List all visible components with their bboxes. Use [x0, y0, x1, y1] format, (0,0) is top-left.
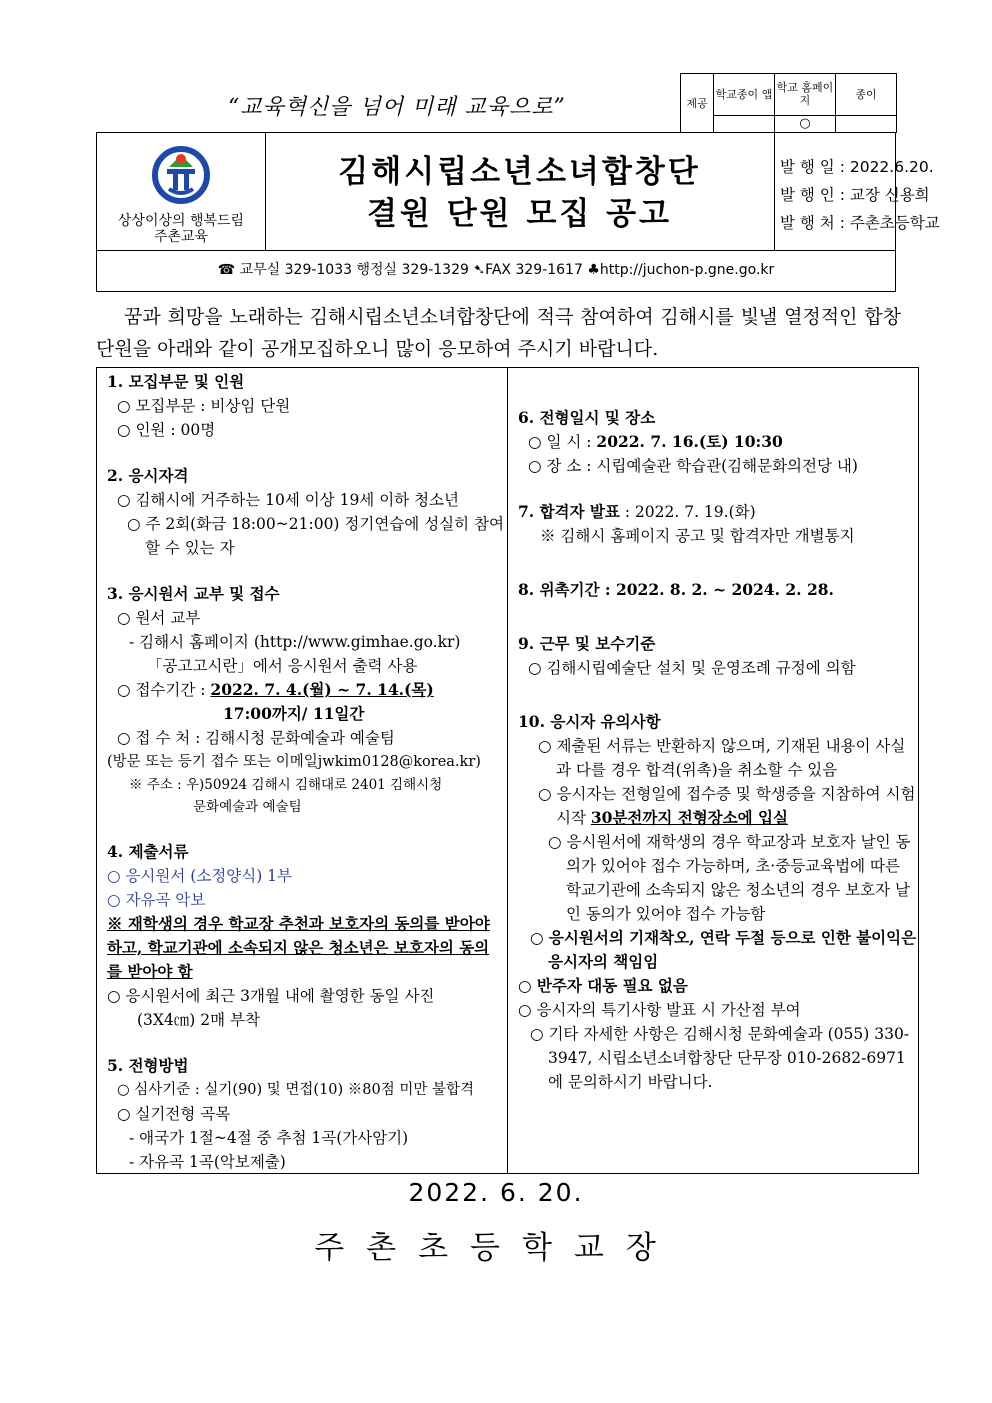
s7-notice: ※ 김해시 홈페이지 공고 및 합격자만 개별통지	[540, 527, 855, 545]
s4-photo: ○ 응시원서에 최근 3개월 내에 촬영한 동일 사진	[107, 987, 435, 1005]
s3-homepage: - 김해시 홈페이지 (http://www.gimhae.go.kr)	[129, 633, 461, 651]
distribution-mark-paper	[836, 115, 897, 132]
publisher: 발 행 처 : 주촌초등학교	[780, 214, 940, 232]
slogan: “교육혁신을 넘어 미래 교육으로”	[228, 95, 566, 120]
contact-line: ☎ 교무실 329-1033 행정실 329-1329 ➷FAX 329-1617 ♣http://juchon-p.gne.go.kr	[97, 250, 895, 291]
distribution-col-homepage: 학교 홈페이지	[775, 74, 836, 116]
s5-anthem: - 애국가 1절~4절 중 추첨 1곡(가사암기)	[129, 1129, 409, 1147]
school-logo-icon	[151, 145, 211, 205]
s5-free-piece: - 자유곡 1곡(악보제출)	[129, 1153, 286, 1171]
s7-date: : 2022. 7. 19.(화)	[619, 503, 756, 521]
distribution-col-paper: 종이	[836, 74, 897, 116]
details-table	[96, 367, 919, 1174]
s10-documents: ○ 제출된 서류는 반환하지 않으며, 기재된 내용이 사실과 다를 경우 합격(위촉)을 취소할 수 있음	[538, 737, 906, 779]
s3-deadline: 17:00까지/ 11일간	[223, 704, 365, 723]
distribution-table	[680, 73, 897, 133]
section-1-title: 1. 모집부문 및 인원	[107, 372, 245, 391]
issue-info	[774, 133, 940, 250]
section-10-title: 10. 응시자 유의사항	[518, 712, 661, 731]
s4-score: ○ 자유곡 악보	[107, 891, 206, 909]
distribution-mark-app	[714, 115, 775, 132]
s2-residency: ○ 김해시에 거주하는 10세 이상 19세 이하 청소년	[117, 491, 460, 509]
s10-accompanist: ○ 반주자 대동 필요 없음	[518, 976, 688, 995]
title-block	[265, 133, 775, 250]
distribution-col-app: 학교종이 앱	[714, 74, 775, 116]
section-4-title: 4. 제출서류	[107, 842, 189, 861]
distribution-label: 제공	[681, 74, 714, 133]
footer-date: 2022. 6. 20.	[408, 1178, 584, 1207]
s1-count: ○ 인원 : 00명	[117, 421, 216, 439]
intro-paragraph	[96, 301, 901, 365]
s3-address-dept: 문화예술과 예술팀	[193, 799, 302, 815]
school-logo-block	[97, 133, 266, 250]
s3-board: 「공고고시란」에서 응시원서 출력 사용	[147, 657, 418, 675]
s3-issue: ○ 원서 교부	[117, 609, 201, 627]
footer-signer: 주촌초등학교장	[314, 1230, 678, 1266]
intro-text: 꿈과 희망을 노래하는 김해시립소년소녀합창단에 적극 참여하여 김해시를 빛낼 열정적인 합창단원을 아래와 같이 공개모집하오니 많이 응모하여 주시기 바랍니다.	[96, 306, 901, 360]
s4-application: ○ 응시원서 (소정양식) 1부	[107, 867, 293, 885]
s6-datetime-label: ○ 일 시 :	[528, 433, 597, 451]
s5-criteria: ○ 심사기준 : 실기(90) 및 면접(10) ※80점 미만 불합격	[117, 1082, 474, 1098]
issue-date: 발 행 일 : 2022.6.20.	[780, 158, 934, 176]
s10-contact: ○ 기타 자세한 사항은 김해시청 문화예술과 (055) 330-3947, 시립소년소녀합창단 단무장 010-2682-6971에 문의하시기 바랍니다.	[530, 1025, 910, 1091]
s10-arrival: 30분전까지 전형장소에 입실	[590, 808, 788, 827]
section-3-title: 3. 응시원서 교부 및 접수	[107, 584, 280, 603]
s6-datetime-value: 2022. 7. 16.(토) 10:30	[596, 432, 783, 451]
s4-consent-note: ※ 재학생의 경우 학교장 추천과 보호자의 동의를 받아야 하고, 학교기관에 소속되지 않은 청소년은 보호자의 동의를 받아야 함	[107, 914, 490, 981]
s9-rule: ○ 김해시립예술단 설치 및 운영조례 규정에 의함	[528, 659, 856, 677]
section-7-title: 7. 합격자 발표	[518, 502, 620, 521]
s4-photo-size: (3X4㎝) 2매 부착	[137, 1011, 260, 1029]
issuer: 발 행 인 : 교장 신용희	[780, 186, 930, 204]
right-column	[508, 368, 918, 1173]
section-7	[518, 500, 918, 524]
logo-caption-line1: 상상이상의 행복드림	[117, 213, 245, 229]
s5-pieces: ○ 실기전형 곡목	[117, 1105, 231, 1123]
s10-id-card-text: ○ 응시자는 전형일에 접수증 및 학생증을 지참하여 시험시작	[538, 785, 916, 827]
section-5-title: 5. 전형방법	[107, 1056, 189, 1075]
s10-id-card	[518, 782, 918, 830]
s10-bonus: ○ 응시자의 특기사항 발표 시 가산점 부여	[518, 1001, 801, 1019]
s3-period	[107, 678, 507, 702]
s3-submit-method: (방문 또는 등기 접수 또는 이메일jwkim0128@korea.kr)	[107, 754, 481, 770]
s3-period-value: 2022. 7. 4.(월) ~ 7. 14.(목)	[210, 680, 434, 699]
s6-datetime	[518, 430, 918, 454]
title-line1: 김해시립소년소녀합창단	[338, 154, 701, 190]
section-2-title: 2. 응시자격	[107, 466, 189, 485]
newsletter-header	[96, 132, 940, 292]
s3-address: ※ 주소 : 우)50924 김해시 김해대로 2401 김해시청	[129, 777, 443, 793]
title-line2: 결원 단원 모집 공고	[367, 196, 672, 232]
s10-responsibility: ○ 응시원서의 기재착오, 연락 두절 등으로 인한 불이익은 응시자의 책임임	[530, 928, 917, 971]
section-8-title: 8. 위촉기간 : 2022. 8. 2. ~ 2024. 2. 28.	[518, 580, 834, 599]
s3-period-label: ○ 접수기간 :	[117, 681, 211, 699]
section-9-title: 9. 근무 및 보수기준	[518, 634, 656, 653]
left-column	[97, 368, 508, 1173]
logo-caption-line2: 주촌교육	[153, 229, 209, 245]
s3-office: ○ 접 수 처 : 김해시청 문화예술과 예술팀	[117, 729, 395, 747]
distribution-mark-homepage: ○	[775, 115, 836, 132]
section-6-title: 6. 전형일시 및 장소	[518, 408, 656, 427]
s2-practice: ○ 주 2회(화금 18:00~21:00) 정기연습에 성실히 참여할 수 있는 자	[127, 515, 504, 557]
s10-consent: ○ 응시원서에 재학생의 경우 학교장과 보호자 날인 동의가 있어야 접수 가능하며, 초·중등교육법에 따른 학교기관에 소속되지 않은 청소년의 경우 보호자 날인 동의가 있어야 접수 가능함	[548, 833, 911, 923]
s1-field: ○ 모집부문 : 비상임 단원	[117, 397, 291, 415]
s6-place: ○ 장 소 : 시립예술관 학습관(김해문화의전당 내)	[528, 457, 858, 475]
